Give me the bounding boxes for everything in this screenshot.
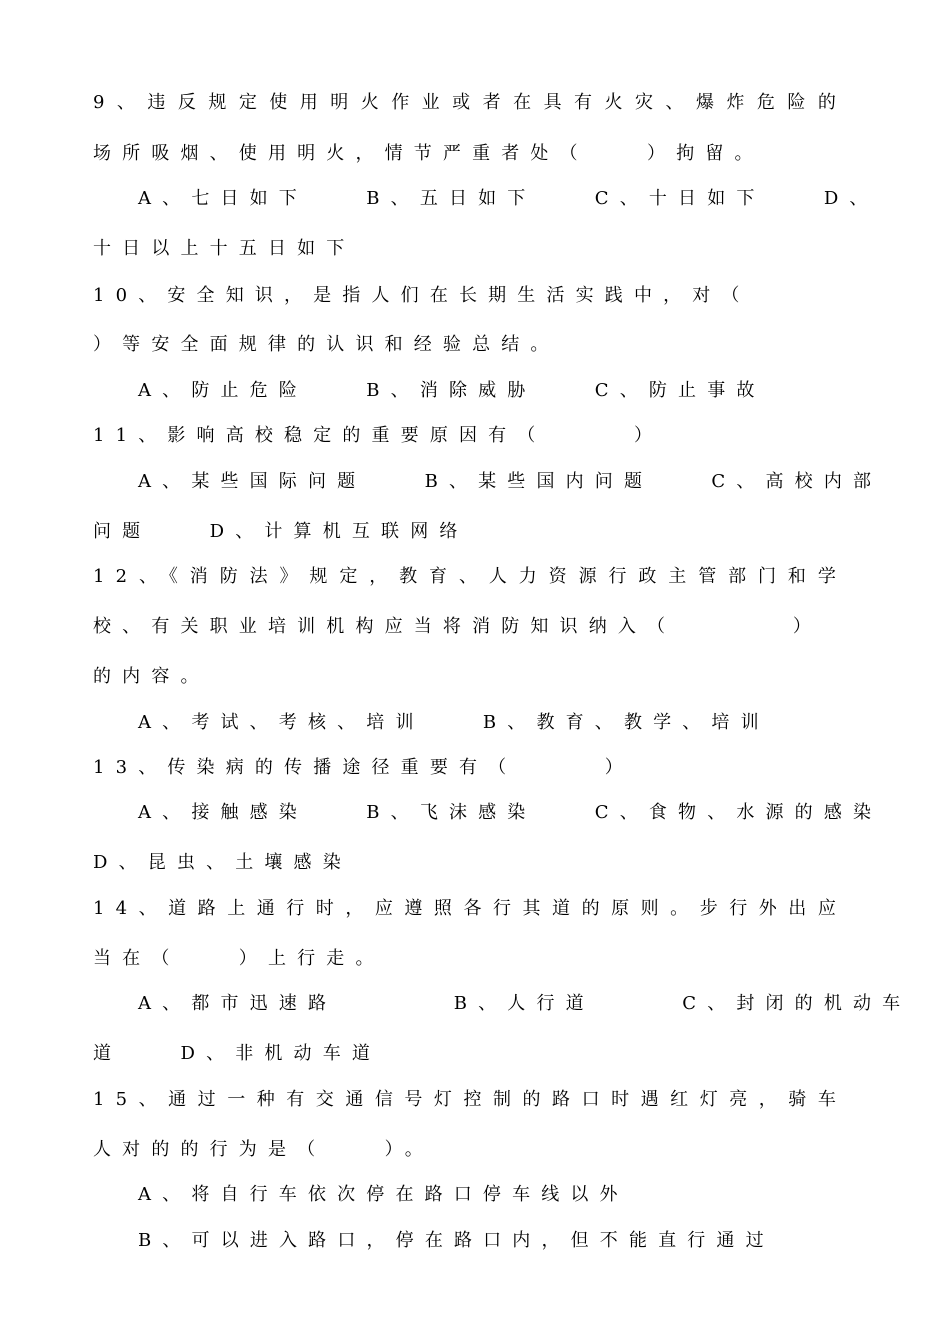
q9-line-2: 场所吸烟、使用明火，情节严重者处（ ）拘留。 — [93, 143, 764, 164]
q11-options-line-2: 问题 D、计算机互联网络 — [93, 521, 469, 542]
q15-option-b: B、可以进入路口，停在路口内，但不能直行通过 — [138, 1230, 775, 1251]
q13-options-line-2: D、昆虫、土壤感染 — [93, 852, 352, 873]
q11-options-line-1: A、某些国际问题 B、某些国内问题 C、高校内部 — [138, 471, 883, 492]
q9-options-line-1: A、七日如下 B、五日如下 C、十日如下 D、 — [138, 188, 879, 209]
q15-option-a: A、将自行车依次停在路口停车线以外 — [138, 1184, 629, 1205]
q12-options: A、考试、考核、培训 B、教育、教学、培训 — [138, 712, 770, 733]
q12-line-1: 12、《消防法》规定，教育、人力资源行政主管部门和学 — [93, 566, 847, 587]
q13-line-1: 13、传染病的传播途径重要有（ ） — [93, 757, 634, 778]
q15-line-1: 15、通过一种有交通信号灯控制的路口时遇红灯亮，骑车 — [93, 1089, 847, 1110]
q10-line-1: 10、安全知识，是指人们在长期生活实践中，对（ — [93, 285, 751, 306]
q13-options-line-1: A、接触感染 B、飞沫感染 C、食物、水源的感染 — [138, 802, 883, 823]
q10-options: A、防止危险 B、消除威胁 C、防止事故 — [138, 380, 766, 401]
q14-options-line-2: 道 D、非机动车道 — [93, 1043, 382, 1064]
q12-line-2: 校、有关职业培训机构应当将消防知识纳入（ ） — [93, 616, 822, 637]
q9-options-line-2: 十日以上十五日如下 — [93, 238, 356, 259]
q14-line-2: 当在（ ）上行走。 — [93, 948, 385, 969]
q9-line-1: 9、违反规定使用明火作业或者在具有火灾、爆炸危险的 — [93, 92, 847, 113]
q14-line-1: 14、道路上通行时，应遵照各行其道的原则。步行外出应 — [93, 898, 847, 919]
q14-options-line-1: A、都市迅速路 B、人行道 C、封闭的机动车 — [138, 993, 912, 1014]
q10-line-2: ）等安全面规律的认识和经验总结。 — [93, 334, 560, 355]
q12-line-3: 的内容。 — [93, 666, 210, 687]
q15-line-2: 人对的的行为是（ ）。 — [93, 1139, 434, 1160]
q11-line-1: 11、影响高校稳定的重要原因有（ ） — [93, 425, 664, 446]
